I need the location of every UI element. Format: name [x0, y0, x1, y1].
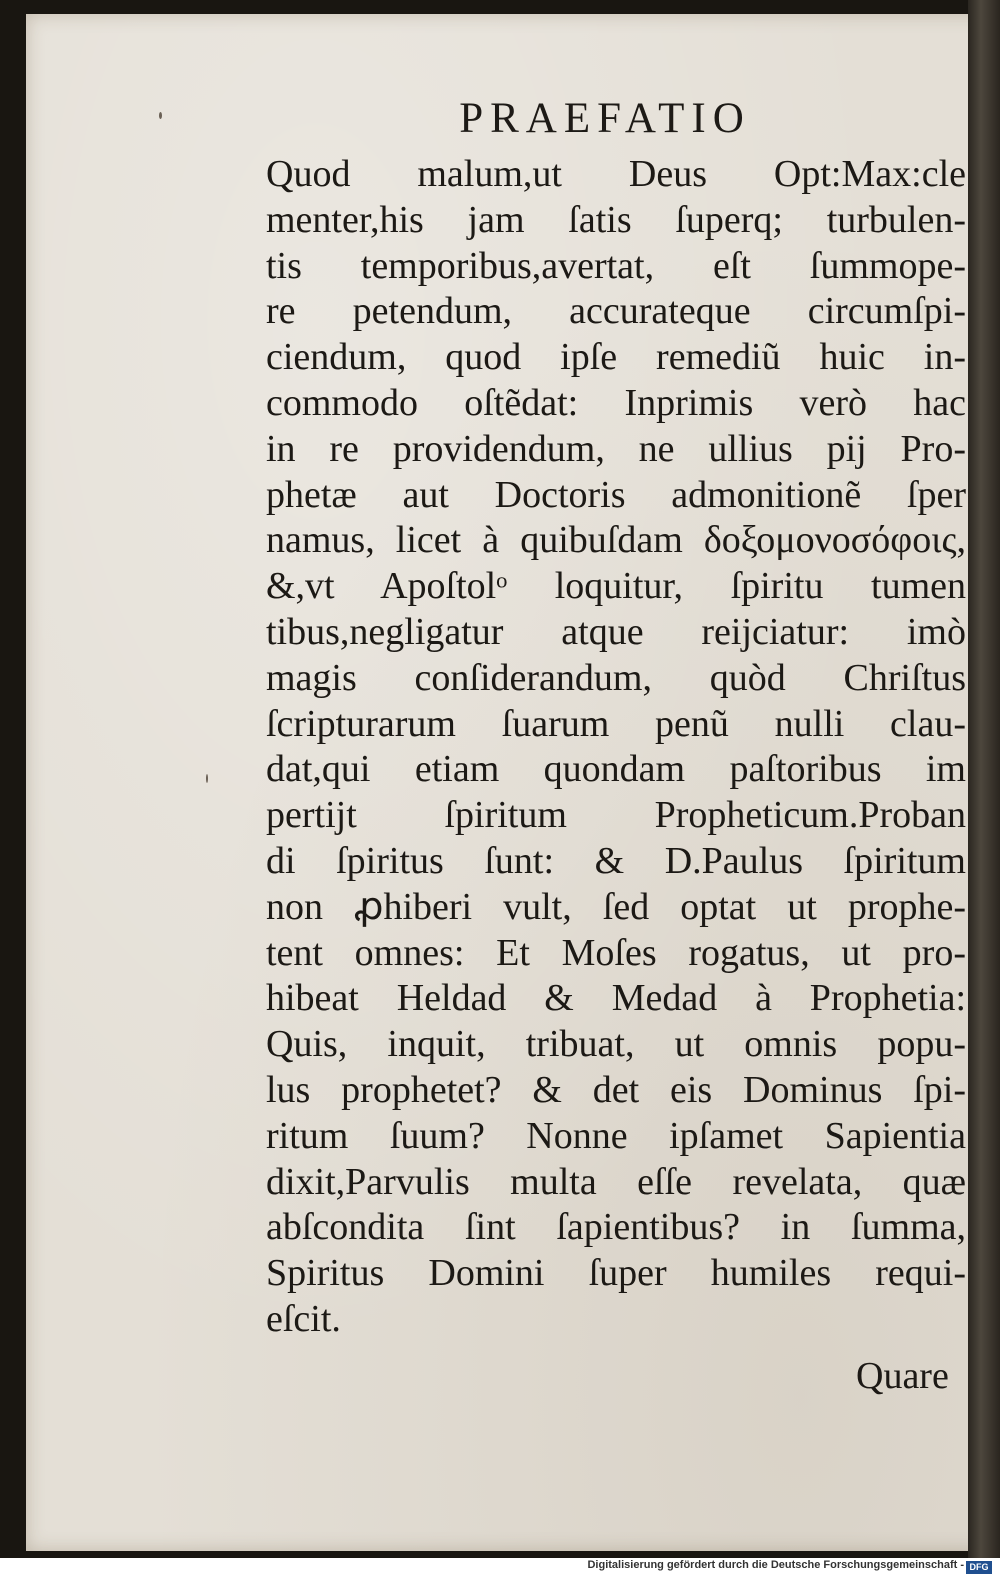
text-line: tis temporibus,avertat, eſt ſummope-: [266, 244, 966, 287]
running-head: PRAEFATIO: [459, 95, 751, 142]
text-line: Quod malum,ut Deus Opt:Max:cle: [266, 153, 966, 195]
catchword: Quare: [856, 1355, 949, 1397]
text-line: ſcripturarum ſuarum penũ nulli clau-: [266, 702, 966, 745]
book-page: [26, 14, 994, 1551]
text-line: pertijt ſpiritum Propheticum.Proban: [266, 794, 966, 837]
text-line: magis conſiderandum, quòd Chriſtus: [266, 656, 966, 699]
paper-speck: [206, 774, 208, 783]
text-line: tent omnes: Et Moſes rogatus, ut pro-: [266, 931, 966, 974]
text-line: non ꝓhiberi vult, ſed optat ut prophe-: [266, 885, 966, 928]
text-line: dat,qui etiam quondam paſtoribus im: [266, 748, 966, 791]
text-line: di ſpiritus ſunt: & D.Paulus ſpiritum: [266, 839, 966, 882]
text-line: re petendum, accurateque circumſpi-: [266, 290, 966, 333]
body-text: [266, 152, 966, 1343]
text-line: commodo oſtẽdat: Inprimis verò hac: [266, 381, 966, 424]
text-line: in re providendum, ne ullius pij Pro-: [266, 427, 966, 470]
text-line: hibeat Heldad & Medad à Prophetia:: [266, 977, 966, 1020]
digitization-credit: Digitalisierung gefördert durch die Deutsche Forschungsgemeinschaft -: [587, 1559, 964, 1571]
text-line: &,vt Apoſtolᵒ loquitur, ſpiritu tumen: [266, 565, 966, 608]
text-line: phetæ aut Doctoris admonitionẽ ſper: [266, 473, 966, 516]
text-line: Quis, inquit, tribuat, ut omnis popu-: [266, 1023, 966, 1066]
dfg-logo: DFG: [966, 1561, 992, 1574]
text-line: lus prophetet? & det eis Dominus ſpi-: [266, 1068, 966, 1111]
text-line: abſcondita ſint ſapientibus? in ſumma,: [266, 1206, 966, 1249]
paper-speck: [159, 112, 162, 119]
text-line: Spiritus Domini ſuper humiles requi-: [266, 1252, 966, 1295]
text-line: ciendum, quod ipſe remediũ huic in-: [266, 336, 966, 379]
text-line: ritum ſuum? Nonne ipſamet Sapientia: [266, 1114, 966, 1157]
book-gutter: [968, 0, 1000, 1560]
text-line: tibus,negligatur atque reijciatur: imò: [266, 610, 966, 653]
text-line: dixit,Parvulis multa eſſe revelata, quæ: [266, 1160, 966, 1203]
text-line: eſcit.: [266, 1297, 341, 1340]
text-line: namus, licet à quibuſdam δοξομονοσόφοις,: [266, 519, 966, 562]
text-line: menter,his jam ſatis ſuperq; turbulen-: [266, 198, 966, 241]
